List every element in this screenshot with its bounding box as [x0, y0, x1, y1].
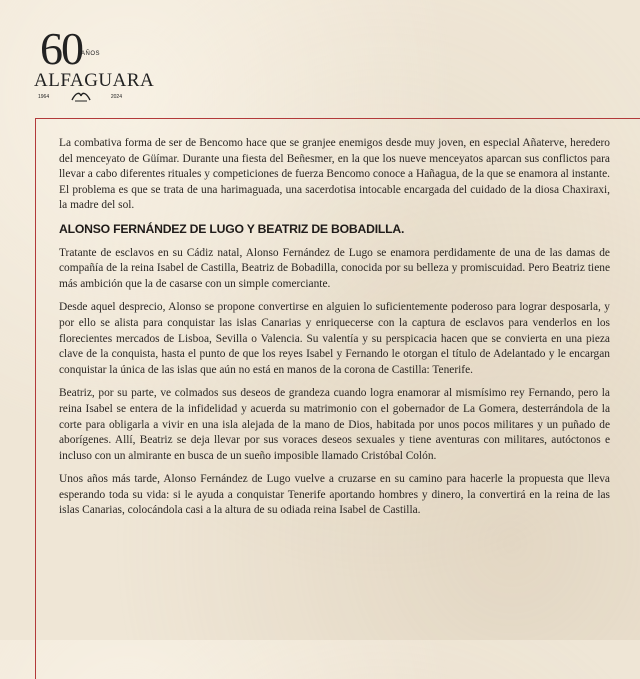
section-paragraph: Desde aquel desprecio, Alonso se propone convertirse en alguien lo suficientemente poderoso para lograr desposarla, y por ello se alista para conquistar las islas Canarias y enriquecerse con la captura de esclavos para venderlos en los florecientes mercados de Lisboa, Sevilla o Valencia. Su valentía y su perspicacia hacen que se convierta en una pieza clave de la conquista, hasta el punto de que los reyes Isabel y Fernando le otorgan el título de Adelantado y le encargan conquistar la única de las islas que aún no está en manos de la corona de Castilla: Tenerife.	[59, 301, 610, 376]
logo-brand: ALFAGUARA	[34, 70, 155, 91]
section-paragraph: Beatriz, por su parte, ve colmados sus deseos de grandeza cuando logra enamorar al mismísimo rey Fernando, pero la reina Isabel se entera de la infidelidad y acuerda su matrimonio con el gobernador de La Gomera, desterrándola de la corte para obligarla a vivir en una isla alejada de la mano de Dios, habitada por unos pocos militares y un puñado de aborígenes. Allí, Beatriz se deja llevar por sus voraces deseos sexuales y tiene aventuras con militares, autóctonos e incluso con un almirante en busca de un sueño imposible llamado Cristóbal Colón.	[59, 387, 610, 462]
page-content	[59, 136, 610, 527]
section-paragraph: Unos años más tarde, Alonso Fernández de Lugo vuelve a cruzarse en su camino para hacerle la propuesta que lleva esperando toda su vida: si le ayuda a conquistar Tenerife aportando hombres y dinero, la convertirá en la reina de las islas Canarias, colocándola casi a la altura de su odiada reina Isabel de Castilla.	[59, 473, 610, 517]
section-paragraph: Tratante de esclavos en su Cádiz natal, Alonso Fernández de Lugo se enamora perdidamente de una de las damas de compañía de la reina Isabel de Castilla, Beatriz de Bobadilla, conocida por su belleza y promiscuidad. Pero Beatriz tiene más ambición que la de casarse con un simple comerciante.	[59, 246, 610, 290]
intro-paragraph: La combativa forma de ser de Bencomo hace que se granjee enemigos desde muy joven, en especial Añaterve, heredero del menceyato de Güímar. Durante una fiesta del Beñesmer, en la que los nueve menceyatos aparcan sus conflictos para llevar a cabo diferentes rituales y competiciones de fuerza Bencomo conoce a Hañagua, de la que se enamora al instante. El problema es que se trata de una harimaguada, una sacerdotisa intocable encargada del cuidado de la diosa Chaxiraxi, la madre del sol.	[59, 137, 610, 212]
logo-year-start: 1964	[38, 94, 50, 100]
alfaguara-60-logo	[34, 23, 155, 112]
logo-anos: AÑOS	[81, 51, 101, 57]
logo-sixty: 60	[40, 23, 82, 74]
section-heading: ALONSO FERNÁNDEZ DE LUGO Y BEATRIZ DE BOBADILLA.	[59, 221, 405, 236]
logo-year-end: 2024	[110, 94, 122, 100]
logo-years	[38, 94, 122, 100]
